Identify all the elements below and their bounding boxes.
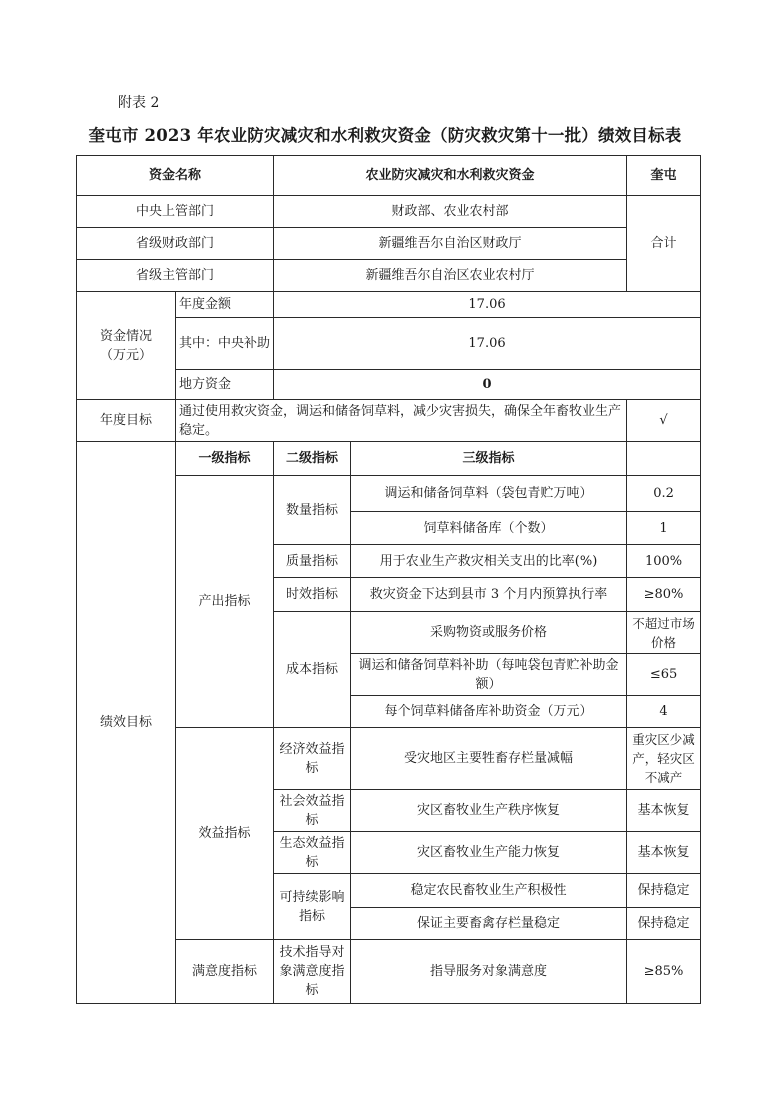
performance-target-table (76, 155, 701, 1004)
indicator-text: 饲草料储备库（个数） (351, 512, 627, 545)
fund-name-value: 农业防灾减灾和水利救灾资金 (274, 156, 627, 196)
central-subsidy-value: 17.06 (274, 318, 701, 370)
indicator-value: 0.2 (627, 476, 701, 512)
table-row (77, 228, 701, 260)
indicator-value: 4 (627, 696, 701, 728)
indicator-value: ≥80% (627, 578, 701, 612)
satisfaction-indicators: 满意度指标 (176, 940, 274, 1004)
table-row (77, 196, 701, 228)
output-indicators: 产出指标 (176, 476, 274, 728)
local-funds-value: 0 (274, 370, 701, 400)
indicator-value: 1 (627, 512, 701, 545)
indicator-text: 受灾地区主要牲畜存栏量减幅 (351, 728, 627, 790)
cost-indicators: 成本指标 (274, 612, 351, 728)
col-level2: 二级指标 (274, 442, 351, 476)
annual-goal-label: 年度目标 (77, 400, 176, 442)
indicator-text: 调运和储备饲草料补助（每吨袋包青贮补助金额） (351, 654, 627, 696)
central-subsidy-label: 其中：中央补助 (176, 318, 274, 370)
indicator-value: 100% (627, 545, 701, 578)
region-name: 奎屯 (627, 156, 701, 196)
indicator-value: ≥85% (627, 940, 701, 1004)
timeliness-indicators: 时效指标 (274, 578, 351, 612)
table-row (77, 292, 701, 318)
indicator-value: 保持稳定 (627, 908, 701, 940)
annual-goal-text: 通过使用救灾资金，调运和储备饲草料，减少灾害损失，确保全年畜牧业生产稳定。 (176, 400, 627, 442)
performance-label: 绩效目标 (77, 442, 176, 1004)
table-row (77, 442, 701, 476)
annual-goal-check: √ (627, 400, 701, 442)
indicator-value: 重灾区少减产，轻灾区不减产 (627, 728, 701, 790)
dept-value: 财政部、农业农村部 (274, 196, 627, 228)
indicator-value: 基本恢复 (627, 790, 701, 832)
indicator-value: 不超过市场价格 (627, 612, 701, 654)
col-level3: 三级指标 (351, 442, 627, 476)
indicator-text: 灾区畜牧业生产秩序恢复 (351, 790, 627, 832)
col-level1: 一级指标 (176, 442, 274, 476)
col-value-empty (627, 442, 701, 476)
social-indicators: 社会效益指标 (274, 790, 351, 832)
indicator-text: 灾区畜牧业生产能力恢复 (351, 832, 627, 874)
service-satisfaction-indicators: 技术指导对象满意度指标 (274, 940, 351, 1004)
indicator-text: 调运和储备饲草料（袋包青贮万吨） (351, 476, 627, 512)
annual-amount-label: 年度金额 (176, 292, 274, 318)
fund-name-label: 资金名称 (77, 156, 274, 196)
indicator-text: 用于农业生产救灾相关支出的比率(%) (351, 545, 627, 578)
dept-label: 省级主管部门 (77, 260, 274, 292)
indicator-text: 保证主要畜禽存栏量稳定 (351, 908, 627, 940)
dept-label: 中央上管部门 (77, 196, 274, 228)
indicator-text: 指导服务对象满意度 (351, 940, 627, 1004)
table-row (77, 260, 701, 292)
sustainability-indicators: 可持续影响指标 (274, 874, 351, 940)
indicator-text: 采购物资或服务价格 (351, 612, 627, 654)
indicator-text: 救灾资金下达到县市 3 个月内预算执行率 (351, 578, 627, 612)
local-funds-label: 地方资金 (176, 370, 274, 400)
indicator-text: 每个饲草料储备库补助资金（万元） (351, 696, 627, 728)
dept-label: 省级财政部门 (77, 228, 274, 260)
total-label: 合计 (627, 196, 701, 292)
economic-indicators: 经济效益指标 (274, 728, 351, 790)
ecological-indicators: 生态效益指标 (274, 832, 351, 874)
attachment-label: 附表 2 (118, 95, 160, 111)
indicator-value: 保持稳定 (627, 874, 701, 908)
document-title: 奎屯市 2023 年农业防灾减灾和水利救灾资金（防灾救灾第十一批）绩效目标表 (88, 126, 682, 145)
quality-indicators: 质量指标 (274, 545, 351, 578)
indicator-value: ≤65 (627, 654, 701, 696)
annual-amount-value: 17.06 (274, 292, 701, 318)
dept-value: 新疆维吾尔自治区农业农村厅 (274, 260, 627, 292)
dept-value: 新疆维吾尔自治区财政厅 (274, 228, 627, 260)
funds-label: 资金情况（万元） (77, 292, 176, 400)
benefit-indicators: 效益指标 (176, 728, 274, 940)
indicator-text: 稳定农民畜牧业生产积极性 (351, 874, 627, 908)
table-row (77, 156, 701, 196)
quantity-indicators: 数量指标 (274, 476, 351, 545)
indicator-value: 基本恢复 (627, 832, 701, 874)
table-row (77, 400, 701, 442)
